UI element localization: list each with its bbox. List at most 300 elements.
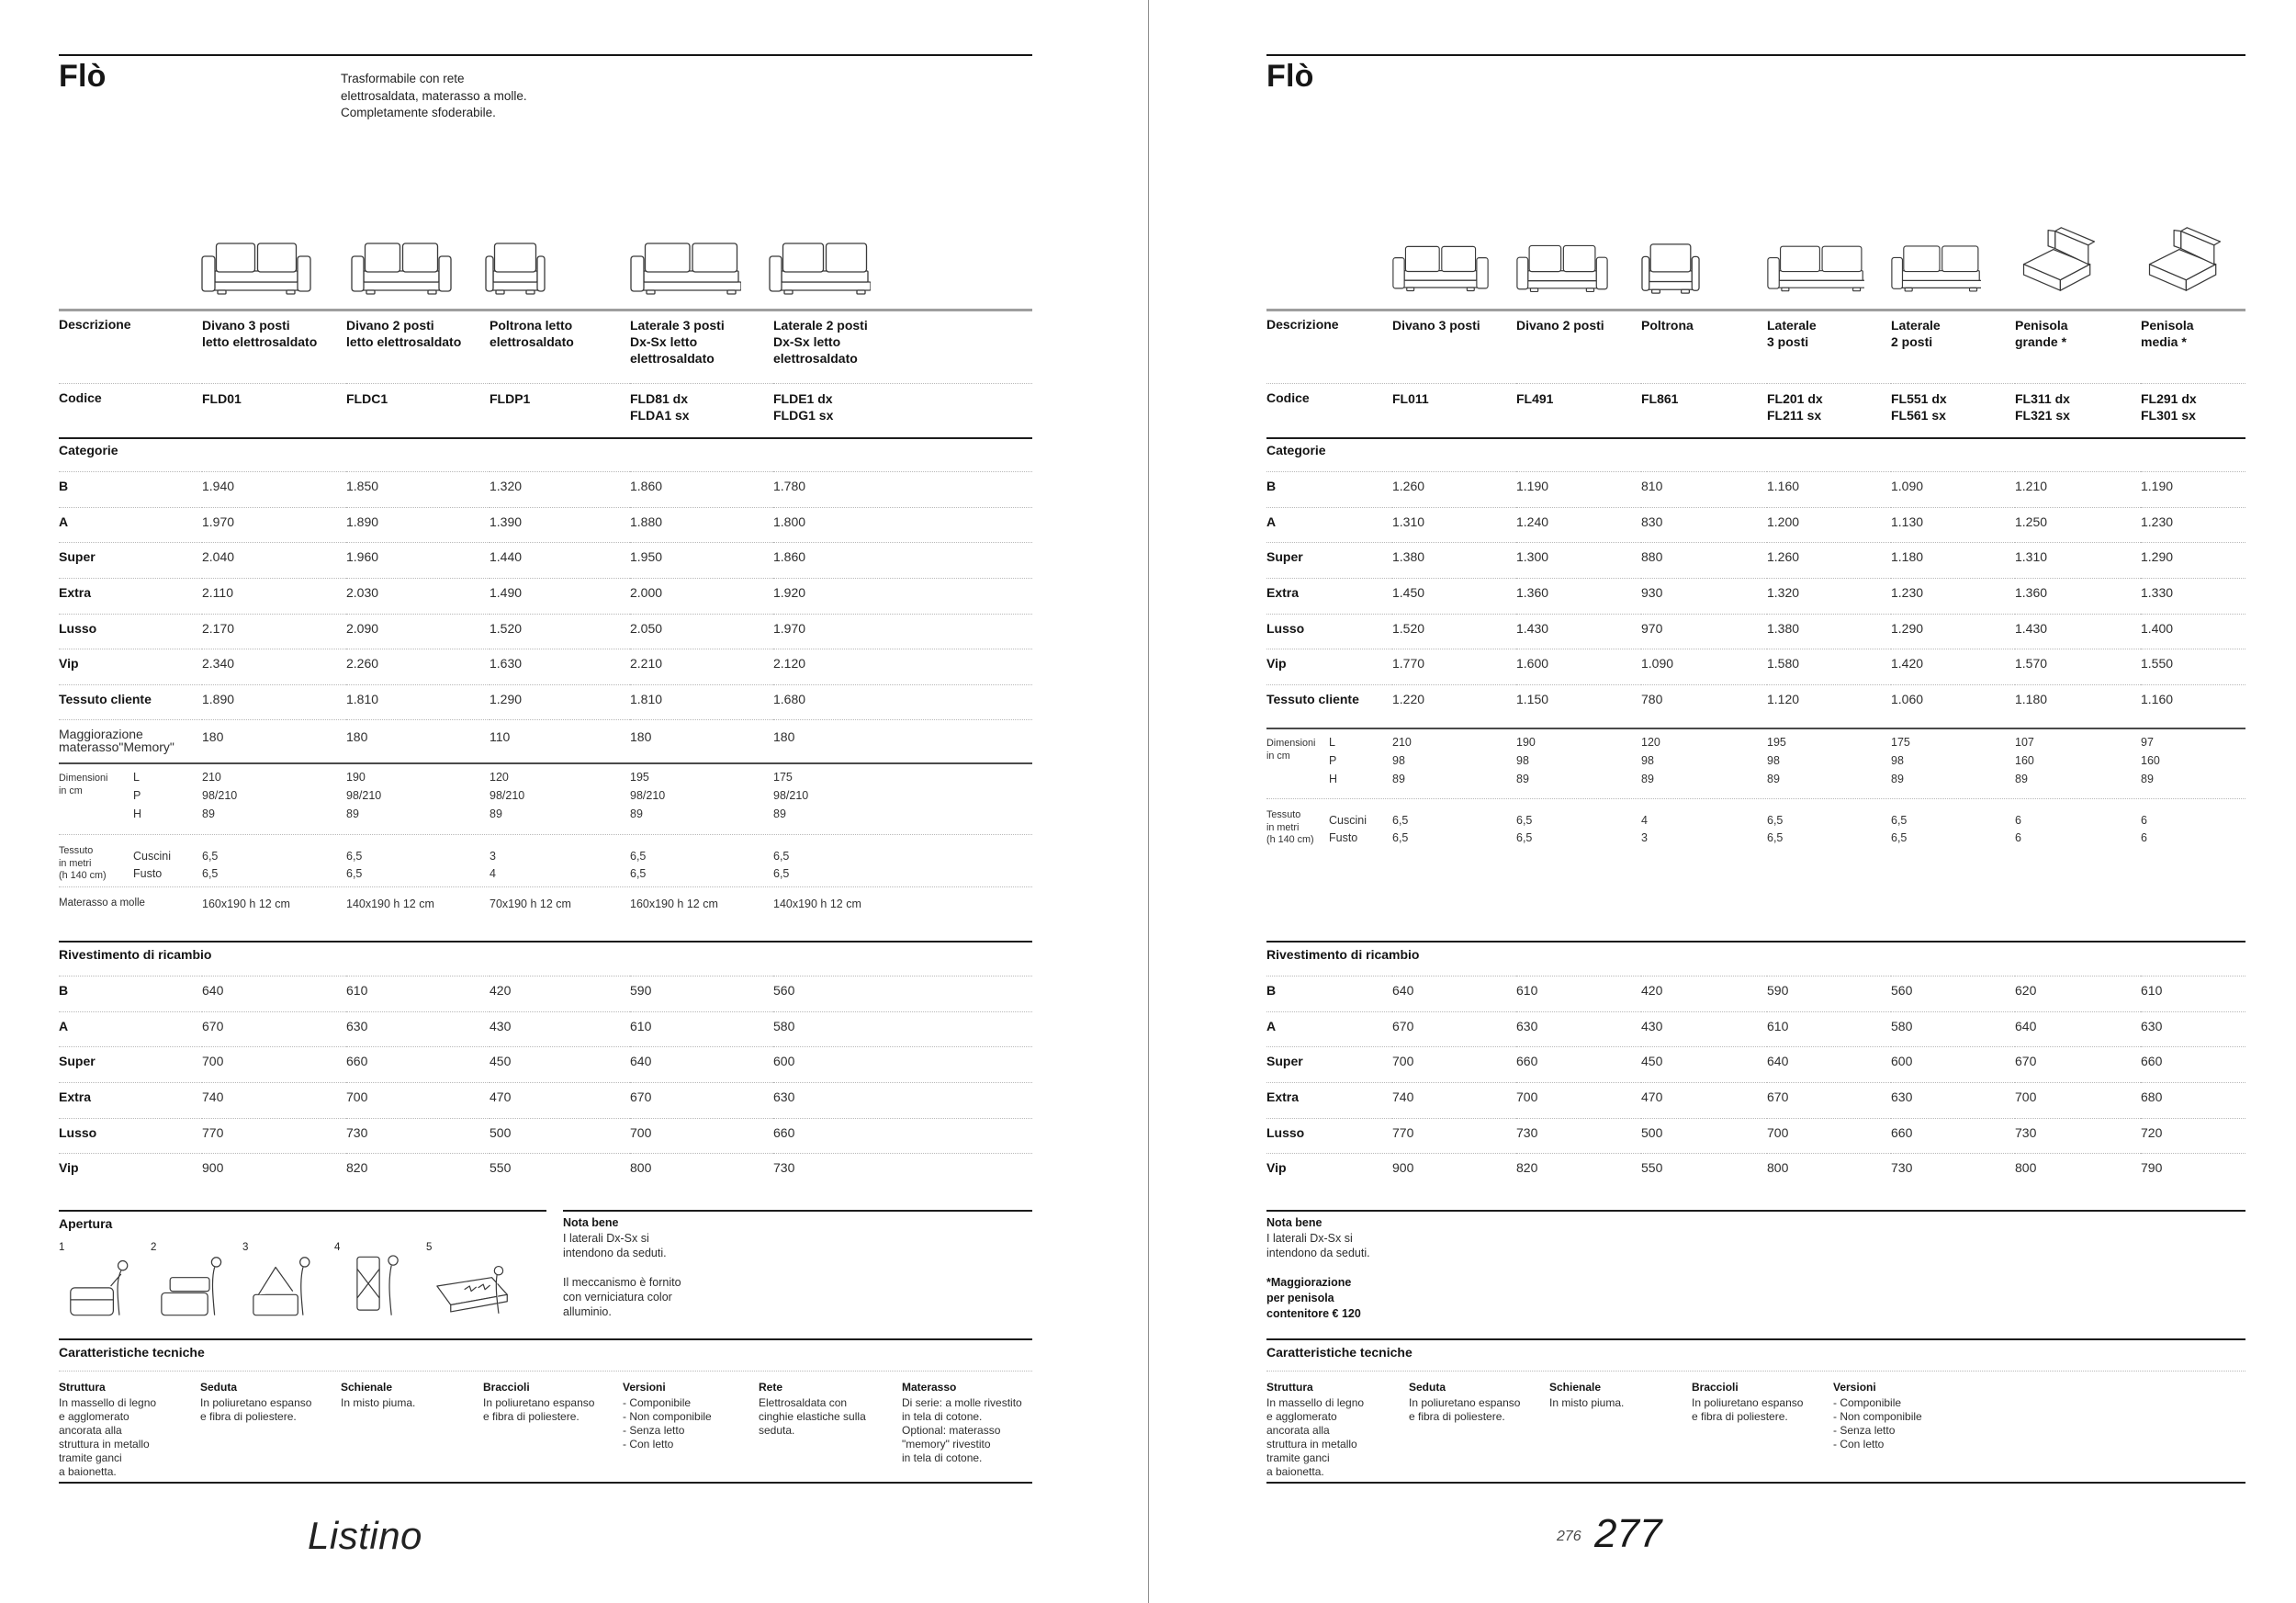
value-cell: 700 [2015, 1082, 2141, 1118]
value-cell: 800 [1767, 1153, 1891, 1189]
value-cell: 1.250 [2015, 507, 2141, 543]
tech-column-title: Versioni [623, 1381, 666, 1394]
categorie-section-label: Categorie [59, 443, 118, 457]
value-cell: 89 [1891, 773, 1904, 785]
value-cell: 1.290 [1891, 614, 2015, 649]
tech-column-title: Braccioli [483, 1381, 530, 1394]
column-header: Poltrona [1641, 318, 1694, 333]
value-cell: 6,5 [1891, 814, 1908, 827]
rule [59, 886, 1032, 887]
value-cell: 550 [490, 1153, 630, 1189]
maggiorazione-value: 180 [346, 719, 490, 753]
maggiorazione-label: Maggiorazione materasso"Memory" [59, 719, 202, 753]
lateral-3-icon [1767, 239, 1864, 298]
value-cell: 1.060 [1891, 684, 2015, 720]
rivestimento-section-label: Rivestimento di ricambio [59, 947, 212, 962]
value-cell: 770 [202, 1118, 346, 1154]
value-cell: 560 [1891, 976, 2015, 1011]
materasso-row [59, 896, 1032, 910]
value-cell: 630 [2141, 1011, 2245, 1047]
row-label: Extra [1266, 1082, 1392, 1118]
penisola-icon [2015, 220, 2102, 298]
lateral-3-icon [629, 239, 741, 298]
value-cell [1266, 825, 1329, 842]
value-cell: 640 [202, 976, 346, 1011]
top-rule [59, 54, 1032, 56]
value-cell: 195 [630, 771, 649, 784]
apertura-step [59, 1238, 147, 1330]
value-cell: 770 [1392, 1118, 1516, 1154]
penisola-icon [2141, 220, 2228, 298]
value-cell: 210 [1392, 736, 1412, 749]
tech-column: Seduta In poliuretano espanso e fibra di poliestere. [1409, 1381, 1549, 1479]
value-cell: 1.390 [490, 507, 630, 543]
value-cell: 1.120 [1767, 684, 1891, 720]
codice-label: Codice [59, 383, 202, 423]
value-cell: 107 [2015, 736, 2034, 749]
product-code: FLDC1 [346, 383, 490, 423]
materasso-value: 70x190 h 12 cm [490, 897, 571, 910]
value-cell: 660 [346, 1046, 490, 1082]
value-cell: 2.170 [202, 614, 346, 649]
value-cell: 1.970 [202, 507, 346, 543]
product-icons-row [1266, 231, 2245, 303]
value-cell: 6,5 [773, 850, 790, 863]
value-cell: 1.220 [1392, 684, 1516, 720]
value-cell: 580 [773, 1011, 1032, 1047]
value-cell: 98/210 [630, 789, 666, 802]
tech-column: Seduta In poliuretano espanso e fibra di poliestere. [200, 1381, 341, 1479]
value-cell: 660 [1891, 1118, 2015, 1154]
value-cell: 970 [1641, 614, 1767, 649]
value-cell: 175 [1891, 736, 1910, 749]
tessuto-sub-label: Cuscini [133, 850, 171, 863]
rule [1266, 1338, 2245, 1340]
row-label: Super [59, 1046, 202, 1082]
value-cell: 1.260 [1392, 471, 1516, 507]
value-cell: 6 [2015, 831, 2021, 844]
row-label: Vip [1266, 649, 1392, 684]
value-cell: 1.180 [2015, 684, 2141, 720]
rule [59, 1210, 546, 1212]
step-illustration-icon [252, 1249, 327, 1323]
dimension-sub-label: L [133, 771, 140, 784]
value-cell: 930 [1641, 578, 1767, 614]
maggiorazione-value: 180 [202, 719, 346, 753]
rule [59, 762, 1032, 764]
value-cell: 1.630 [490, 649, 630, 684]
sofa-3-icon [1392, 239, 1489, 298]
value-cell: 730 [1891, 1153, 2015, 1189]
tessuto-label: Tessuto in metri (h 140 cm) [59, 845, 107, 881]
column-header: Penisola media * [2141, 318, 2194, 349]
value-cell: 1.680 [773, 684, 1032, 720]
value-cell: 1.420 [1891, 649, 2015, 684]
row-label: Super [1266, 542, 1392, 578]
value-cell: 190 [346, 771, 366, 784]
value-cell: 6,5 [630, 867, 647, 880]
dimension-sub-label: H [133, 807, 142, 820]
tech-column: Struttura In massello di legno e agglomerato ancorata alla struttura in metallo tramite ganci a baionetta. [1266, 1381, 1409, 1479]
lateral-2-icon [1891, 239, 1981, 298]
value-cell: 500 [1641, 1118, 1767, 1154]
value-cell: 900 [202, 1153, 346, 1189]
table-top-rule [1266, 309, 2245, 311]
value-cell: 1.160 [2141, 684, 2245, 720]
product-code: FL201 dx FL211 sx [1767, 383, 1891, 423]
value-cell: 2.030 [346, 578, 490, 614]
value-cell: 97 [2141, 736, 2154, 749]
row-label: Extra [1266, 578, 1392, 614]
value-cell: 1.450 [1392, 578, 1516, 614]
value-cell: 89 [202, 807, 215, 820]
value-cell: 680 [2141, 1082, 2245, 1118]
rule [1266, 1482, 2245, 1484]
sofa-2-icon [351, 239, 452, 298]
tessuto-sub-label: Cuscini [1329, 814, 1367, 827]
value-cell: 6,5 [202, 850, 219, 863]
categorie-price-table [1266, 471, 2245, 720]
value-cell: 1.200 [1767, 507, 1891, 543]
product-code: FL551 dx FL561 sx [1891, 383, 2015, 423]
descrizione-header-row [59, 317, 1032, 367]
tech-column-title: Materasso [902, 1381, 957, 1394]
column-header: Laterale 3 posti [1767, 318, 1817, 349]
apertura-step [334, 1238, 422, 1330]
value-cell: 1.090 [1891, 471, 2015, 507]
value-cell: 2.040 [202, 542, 346, 578]
value-cell: 550 [1641, 1153, 1767, 1189]
value-cell: 640 [1392, 976, 1516, 1011]
armchair-icon [1641, 239, 1700, 298]
value-cell: 800 [2015, 1153, 2141, 1189]
product-code: FLD01 [202, 383, 346, 423]
value-cell: 4 [490, 867, 496, 880]
column-header: Divano 3 posti [1392, 318, 1480, 333]
tech-column-title: Seduta [1409, 1381, 1446, 1394]
value-cell: 98/210 [202, 789, 238, 802]
sofa-3-icon [201, 239, 311, 298]
value-cell: 1.440 [490, 542, 630, 578]
row-label: Vip [59, 1153, 202, 1189]
product-icons-row [59, 231, 1032, 303]
apertura-step [242, 1238, 331, 1330]
value-cell: 4 [1641, 814, 1648, 827]
row-label: Lusso [1266, 1118, 1392, 1154]
value-cell: 2.120 [773, 649, 1032, 684]
value-cell: 6 [2015, 814, 2021, 827]
value-cell: 1.520 [490, 614, 630, 649]
value-cell: 1.290 [490, 684, 630, 720]
value-cell: 1.880 [630, 507, 773, 543]
page-left [59, 0, 1032, 1603]
value-cell: 89 [1767, 773, 1780, 785]
apertura-section-label: Apertura [59, 1216, 113, 1231]
dimensioni-label: Dimensioni in cm [1266, 738, 1316, 762]
value-cell: 740 [1392, 1082, 1516, 1118]
value-cell: 6,5 [1516, 831, 1533, 844]
value-cell: 420 [490, 976, 630, 1011]
tech-section-label: Caratteristiche tecniche [59, 1345, 205, 1360]
tech-column: Versioni - Componibile - Non componibile - Senza letto - Con letto [623, 1381, 759, 1479]
value-cell: 500 [490, 1118, 630, 1154]
rivestimento-table [1266, 976, 2245, 1189]
product-code: FL491 [1516, 383, 1641, 423]
value-cell: 780 [1641, 684, 1767, 720]
product-code: FLD81 dx FLDA1 sx [630, 383, 773, 423]
row-label: Lusso [59, 1118, 202, 1154]
value-cell: 1.810 [630, 684, 773, 720]
row-label: Lusso [59, 614, 202, 649]
value-cell: 670 [2015, 1046, 2141, 1082]
value-cell: 590 [1767, 976, 1891, 1011]
value-cell: 2.090 [346, 614, 490, 649]
value-cell: 630 [1891, 1082, 2015, 1118]
row-label: Tessuto cliente [59, 684, 202, 720]
value-cell: 1.230 [1891, 578, 2015, 614]
value-cell: 98 [1767, 754, 1780, 767]
dimension-sub-label: L [1329, 736, 1335, 749]
row-label: A [59, 507, 202, 543]
row-label: Vip [59, 649, 202, 684]
value-cell: 810 [1641, 471, 1767, 507]
column-header: Divano 3 posti letto elettrosaldato [202, 318, 318, 349]
row-label: B [59, 976, 202, 1011]
tech-section-label: Caratteristiche tecniche [1266, 1345, 1412, 1360]
tessuto-sub-label: Fusto [1329, 831, 1358, 844]
value-cell: 89 [346, 807, 359, 820]
value-cell: 600 [1891, 1046, 2015, 1082]
rule [1266, 798, 2245, 799]
descrizione-header-row [1266, 317, 2245, 350]
value-cell [1266, 807, 1329, 825]
value-cell [1266, 773, 1329, 791]
product-code: FL291 dx FL301 sx [2141, 383, 2245, 423]
tessuto-label: Tessuto in metri (h 140 cm) [1266, 809, 1314, 845]
value-cell [59, 789, 133, 807]
value-cell: 420 [1641, 976, 1767, 1011]
tech-column-title: Rete [759, 1381, 783, 1394]
value-cell: 6,5 [1767, 814, 1784, 827]
step-illustration-icon [68, 1249, 143, 1323]
value-cell: 6,5 [1392, 814, 1409, 827]
value-cell: 820 [1516, 1153, 1641, 1189]
tech-column: Struttura In massello di legno e agglomerato ancorata alla struttura in metallo tramite ganci a baionetta. [59, 1381, 200, 1479]
value-cell: 800 [630, 1153, 773, 1189]
codice-row [1266, 383, 2245, 423]
column-header: Penisola grande * [2015, 318, 2068, 349]
step-number: 1 [59, 1242, 65, 1253]
value-cell: 600 [773, 1046, 1032, 1082]
step-number: 3 [242, 1242, 249, 1253]
value-cell: 610 [2141, 976, 2245, 1011]
tech-column-title: Schienale [1549, 1381, 1602, 1394]
tech-column: Materasso Di serie: a molle rivestito in tela di cotone. Optional: materasso "memory" rivestito in tela di cotone. [902, 1381, 1032, 1479]
value-cell: 830 [1641, 507, 1767, 543]
tech-column-title: Versioni [1833, 1381, 1876, 1394]
value-cell: 89 [490, 807, 502, 820]
categorie-price-table [59, 471, 1032, 720]
step-number: 2 [151, 1242, 157, 1253]
product-code: FL861 [1641, 383, 1767, 423]
value-cell: 700 [1516, 1082, 1641, 1118]
top-rule [1266, 54, 2245, 56]
tech-column-title: Struttura [59, 1381, 106, 1394]
value-cell: 1.090 [1641, 649, 1767, 684]
row-label: A [59, 1011, 202, 1047]
value-cell: 560 [773, 976, 1032, 1011]
apertura-step [426, 1238, 514, 1330]
value-cell [1266, 736, 1329, 754]
value-cell: 160 [2141, 754, 2160, 767]
tech-column: Braccioli In poliuretano espanso e fibra di poliestere. [1692, 1381, 1833, 1479]
value-cell: 2.110 [202, 578, 346, 614]
value-cell: 1.850 [346, 471, 490, 507]
value-cell: 880 [1641, 542, 1767, 578]
descrizione-label: Descrizione [1266, 317, 1339, 332]
value-cell: 700 [630, 1118, 773, 1154]
value-cell: 610 [1767, 1011, 1891, 1047]
value-cell: 620 [2015, 976, 2141, 1011]
page-title: Flò [59, 59, 107, 94]
value-cell: 1.400 [2141, 614, 2245, 649]
value-cell: 1.430 [2015, 614, 2141, 649]
tech-column-title: Struttura [1266, 1381, 1313, 1394]
rule [59, 437, 1032, 439]
tech-column-title: Seduta [200, 1381, 238, 1394]
value-cell: 98/210 [490, 789, 525, 802]
value-cell: 610 [346, 976, 490, 1011]
row-label: Vip [1266, 1153, 1392, 1189]
value-cell: 1.860 [630, 471, 773, 507]
value-cell: 1.970 [773, 614, 1032, 649]
tech-column: Schienale In misto piuma. [1549, 1381, 1692, 1479]
value-cell: 1.960 [346, 542, 490, 578]
column-header: Laterale 3 posti Dx-Sx letto elettrosaldato [630, 318, 725, 366]
maggiorazione-value: 180 [773, 719, 1032, 753]
materasso-value: 140x190 h 12 cm [346, 897, 434, 910]
value-cell: 98 [1891, 754, 1904, 767]
tessuto-rows [1266, 807, 2245, 842]
tech-columns [1266, 1381, 2245, 1479]
value-cell: 1.300 [1516, 542, 1641, 578]
value-cell: 1.310 [2015, 542, 2141, 578]
product-description: Trasformabile con rete elettrosaldata, materasso a molle. Completamente sfoderabile. [341, 72, 527, 119]
value-cell: 610 [1516, 976, 1641, 1011]
value-cell: 2.340 [202, 649, 346, 684]
row-label: Tessuto cliente [1266, 684, 1392, 720]
value-cell: 430 [490, 1011, 630, 1047]
value-cell: 670 [1392, 1011, 1516, 1047]
value-cell: 720 [2141, 1118, 2245, 1154]
row-label: Extra [59, 578, 202, 614]
rule [59, 1338, 1032, 1340]
value-cell: 670 [630, 1082, 773, 1118]
value-cell: 98/210 [346, 789, 382, 802]
value-cell: 700 [202, 1046, 346, 1082]
sofa-2-icon [1516, 239, 1608, 298]
step-illustration-icon [435, 1249, 511, 1323]
value-cell: 470 [1641, 1082, 1767, 1118]
value-cell: 1.600 [1516, 649, 1641, 684]
tech-column: Schienale In misto piuma. [341, 1381, 483, 1479]
value-cell: 2.260 [346, 649, 490, 684]
value-cell: 6,5 [346, 867, 363, 880]
product-code: FLDP1 [490, 383, 630, 423]
value-cell: 660 [773, 1118, 1032, 1154]
tech-column-title: Schienale [341, 1381, 393, 1394]
value-cell: 89 [1516, 773, 1529, 785]
maggiorazione-value: 110 [490, 719, 630, 753]
value-cell: 98 [1392, 754, 1405, 767]
value-cell: 1.190 [2141, 471, 2245, 507]
value-cell: 660 [1516, 1046, 1641, 1082]
value-cell: 450 [490, 1046, 630, 1082]
page-gutter-divider [1148, 0, 1149, 1603]
value-cell: 1.320 [490, 471, 630, 507]
value-cell: 6,5 [1516, 814, 1533, 827]
tessuto-rows [59, 843, 1032, 878]
value-cell: 98/210 [773, 789, 809, 802]
value-cell: 1.430 [1516, 614, 1641, 649]
footer-listino-label: Listino [308, 1514, 422, 1557]
row-label: B [1266, 471, 1392, 507]
row-label: Lusso [1266, 614, 1392, 649]
page-number-current: 277 [1594, 1511, 1662, 1556]
value-cell: 6,5 [630, 850, 647, 863]
tessuto-sub-label: Fusto [133, 867, 163, 880]
value-cell: 2.000 [630, 578, 773, 614]
value-cell: 1.890 [346, 507, 490, 543]
value-cell: 1.130 [1891, 507, 2015, 543]
value-cell: 1.240 [1516, 507, 1641, 543]
value-cell: 3 [490, 850, 496, 863]
value-cell: 730 [346, 1118, 490, 1154]
value-cell: 740 [202, 1082, 346, 1118]
value-cell: 1.190 [1516, 471, 1641, 507]
value-cell: 820 [346, 1153, 490, 1189]
nota-bene-block: Nota bene I laterali Dx-Sx si intendono da seduti. Il meccanismo è fornito con verniciatura color alluminio. [563, 1216, 765, 1319]
row-label: Extra [59, 1082, 202, 1118]
value-cell: 1.380 [1392, 542, 1516, 578]
value-cell: 3 [1641, 831, 1648, 844]
value-cell: 190 [1516, 736, 1536, 749]
dimensioni-label: Dimensioni in cm [59, 773, 108, 796]
materasso-value: 160x190 h 12 cm [202, 897, 290, 910]
value-cell: 160 [2015, 754, 2034, 767]
value-cell: 1.770 [1392, 649, 1516, 684]
row-label: B [59, 471, 202, 507]
rule [1266, 1210, 2245, 1212]
product-code: FL011 [1392, 383, 1516, 423]
value-cell: 700 [346, 1082, 490, 1118]
dimension-sub-label: H [1329, 773, 1338, 785]
rivestimento-section-label: Rivestimento di ricambio [1266, 947, 1420, 962]
value-cell: 1.260 [1767, 542, 1891, 578]
value-cell: 1.360 [1516, 578, 1641, 614]
value-cell: 1.230 [2141, 507, 2245, 543]
value-cell: 790 [2141, 1153, 2245, 1189]
step-illustration-icon [160, 1249, 235, 1323]
value-cell: 1.520 [1392, 614, 1516, 649]
value-cell: 2.210 [630, 649, 773, 684]
column-header: Laterale 2 posti [1891, 318, 1941, 349]
value-cell: 1.160 [1767, 471, 1891, 507]
value-cell: 730 [2015, 1118, 2141, 1154]
value-cell: 1.180 [1891, 542, 2015, 578]
value-cell: 1.490 [490, 578, 630, 614]
value-cell [59, 771, 133, 789]
